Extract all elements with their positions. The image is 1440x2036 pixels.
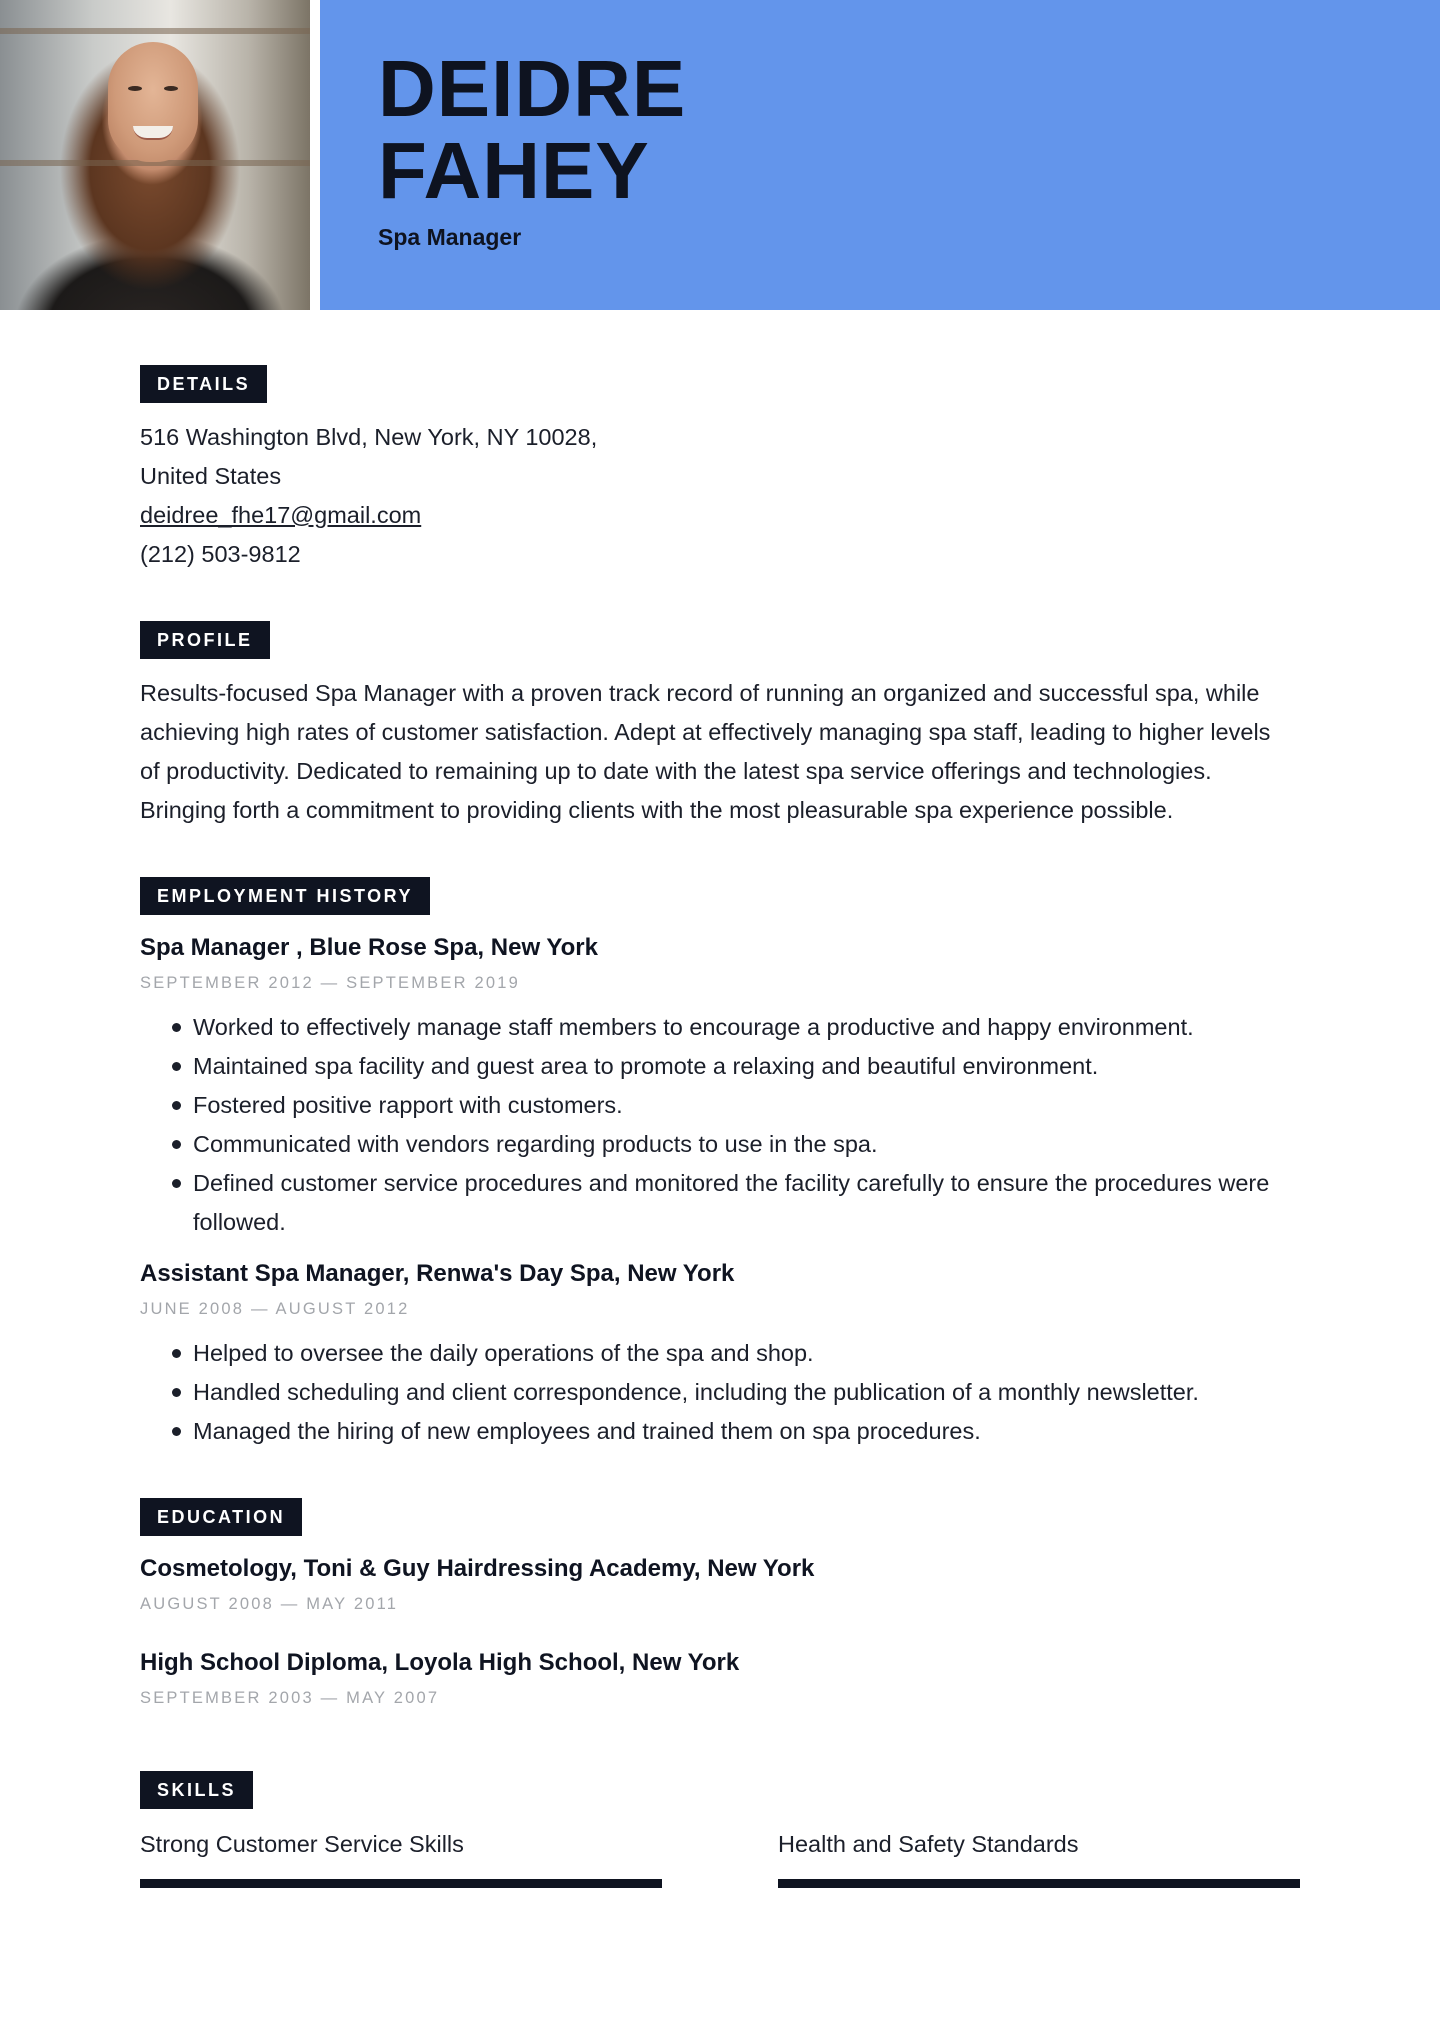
bullet-icon bbox=[172, 1388, 181, 1397]
profile-photo bbox=[0, 0, 310, 310]
list-item: Communicated with vendors regarding products to use in the spa. bbox=[140, 1125, 1300, 1164]
profile-line: of productivity. Dedicated to remaining up to date with the latest spa service offerings and technologies. bbox=[140, 758, 1212, 784]
section-heading-skills: SKILLS bbox=[140, 1771, 253, 1809]
bullet-icon bbox=[172, 1349, 181, 1358]
education-title-1: Cosmetology, Toni & Guy Hairdressing Academy, New York bbox=[140, 1555, 815, 1582]
list-item: Defined customer service procedures and monitored the facility carefully to ensure the procedures were followed. bbox=[140, 1164, 1300, 1242]
bullet-icon bbox=[172, 1101, 181, 1110]
job-dates-1: SEPTEMBER 2012 — SEPTEMBER 2019 bbox=[140, 974, 520, 992]
profile-line: Bringing forth a commitment to providing clients with the most pleasurable spa experience possible. bbox=[140, 797, 1174, 823]
skill-label: Strong Customer Service Skills bbox=[140, 1831, 464, 1857]
list-item: Maintained spa facility and guest area to promote a relaxing and beautiful environment. bbox=[140, 1047, 1300, 1086]
list-item: Helped to oversee the daily operations of the spa and shop. bbox=[140, 1334, 1300, 1373]
job-title-2: Assistant Spa Manager, Renwa's Day Spa, New York bbox=[140, 1260, 735, 1287]
first-name: DEIDRE bbox=[378, 44, 687, 133]
skill-item bbox=[778, 1829, 1300, 1859]
skill-level-fill bbox=[140, 1879, 662, 1888]
list-item: Managed the hiring of new employees and trained them on spa procedures. bbox=[140, 1412, 1300, 1451]
job-bullets-1 bbox=[140, 1008, 1300, 1242]
list-item: Worked to effectively manage staff members to encourage a productive and happy environment. bbox=[140, 1008, 1300, 1047]
section-heading-education: EDUCATION bbox=[140, 1498, 302, 1536]
last-name: FAHEY bbox=[378, 126, 650, 215]
skill-level-bar bbox=[140, 1879, 662, 1888]
skill-label: Health and Safety Standards bbox=[778, 1831, 1079, 1857]
education-dates-1: AUGUST 2008 — MAY 2011 bbox=[140, 1595, 399, 1613]
skill-item bbox=[140, 1829, 662, 1859]
job-title: Spa Manager bbox=[378, 224, 522, 250]
education-title-2: High School Diploma, Loyola High School, New York bbox=[140, 1649, 740, 1676]
address-line-1: 516 Washington Blvd, New York, NY 10028, bbox=[140, 424, 598, 450]
bullet-icon bbox=[172, 1179, 181, 1188]
details-block bbox=[140, 418, 597, 574]
job-dates-2: JUNE 2008 — AUGUST 2012 bbox=[140, 1300, 410, 1318]
address-line-2: United States bbox=[140, 463, 282, 489]
profile-summary bbox=[140, 674, 1270, 830]
email-link[interactable]: deidree_fhe17@gmail.com bbox=[140, 502, 422, 528]
job-bullets-2 bbox=[140, 1334, 1300, 1451]
bullet-icon bbox=[172, 1140, 181, 1149]
bullet-icon bbox=[172, 1062, 181, 1071]
phone-number: (212) 503-9812 bbox=[140, 541, 301, 567]
skill-level-bar bbox=[778, 1879, 1300, 1888]
skill-level-fill bbox=[778, 1879, 1300, 1888]
bullet-icon bbox=[172, 1427, 181, 1436]
profile-line: achieving high rates of customer satisfaction. Adept at effectively managing spa staff, leading to higher levels bbox=[140, 719, 1271, 745]
profile-line: Results-focused Spa Manager with a proven track record of running an organized and successful spa, while bbox=[140, 680, 1260, 706]
section-heading-details: DETAILS bbox=[140, 365, 267, 403]
education-dates-2: SEPTEMBER 2003 — MAY 2007 bbox=[140, 1689, 440, 1707]
bullet-icon bbox=[172, 1023, 181, 1032]
section-heading-employment: EMPLOYMENT HISTORY bbox=[140, 877, 430, 915]
section-heading-profile: PROFILE bbox=[140, 621, 270, 659]
list-item: Fostered positive rapport with customers. bbox=[140, 1086, 1300, 1125]
candidate-name bbox=[378, 44, 687, 215]
list-item: Handled scheduling and client correspondence, including the publication of a monthly newsletter. bbox=[140, 1373, 1300, 1412]
job-title-1: Spa Manager , Blue Rose Spa, New York bbox=[140, 934, 598, 961]
